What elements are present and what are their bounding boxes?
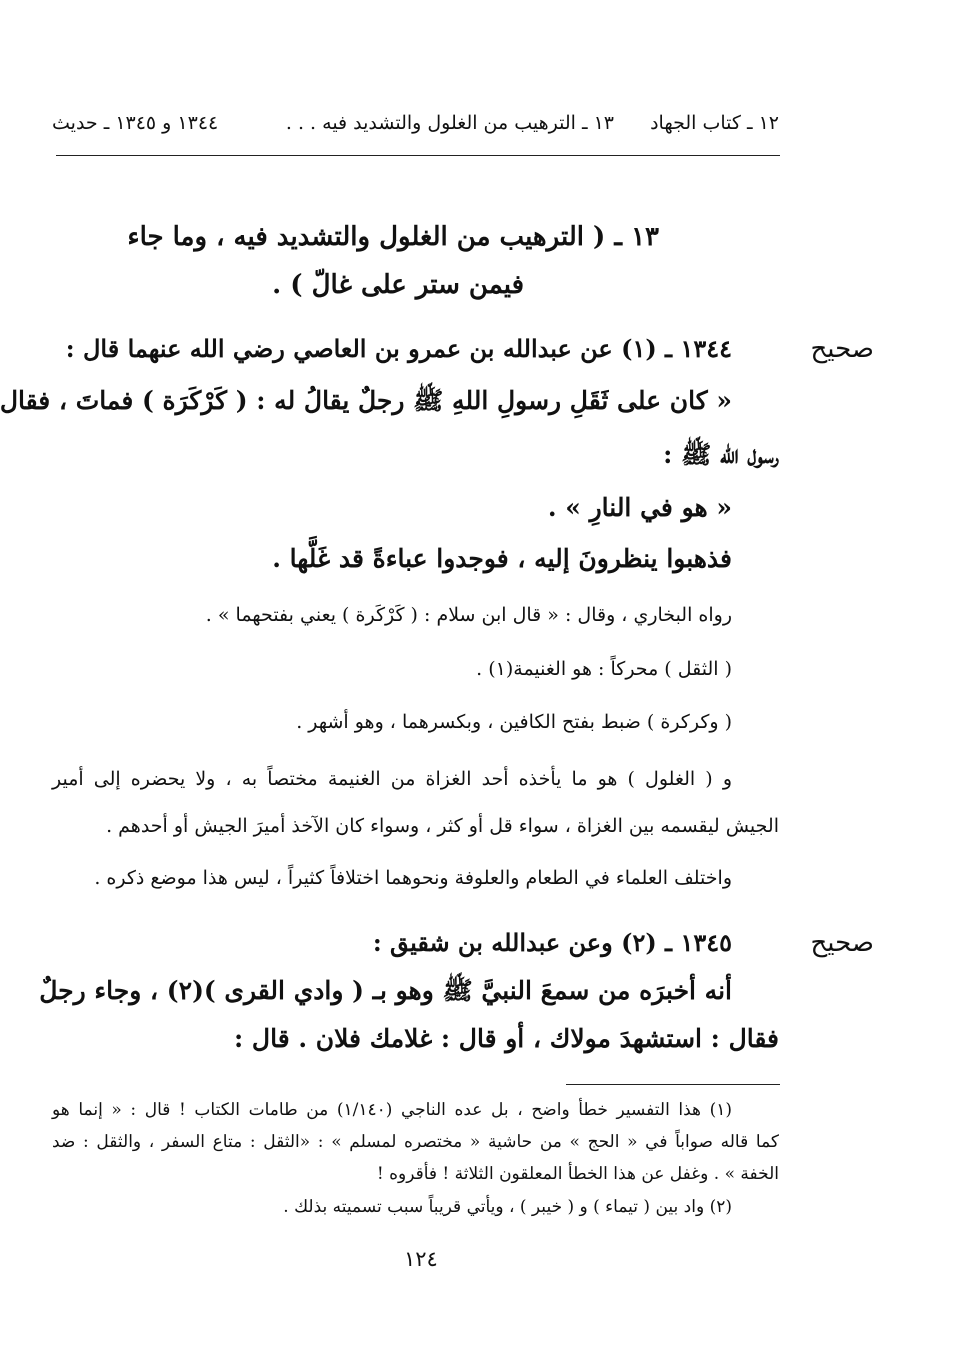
- hadith-1344-note-ghulul-line2: الجيش ليقسمه بين الغزاة ، سواء قل أو كثر ، وسواء كان الآخذ أميرَ الجيش أو أحدهم .: [106, 815, 779, 837]
- hadith-1344-grade: صحيح: [810, 334, 874, 364]
- hadith-1344-note-thaqal: ( الثقل ) محركاً : هو الغنيمة(١) .: [476, 658, 732, 680]
- footnote-1-line2: كما قاله صواباً في « الحج » من حاشية « مختصره لمسلم » : «الثقل : متاع السفر ، والثقل : ضد: [52, 1132, 779, 1152]
- hadith-1344-note-ghulul-line1: و ( الغلول ) هو ما يأخذه أحد الغزاة من الغنيمة مختصاً به ، ولا يحضره إلى أمير: [52, 768, 732, 790]
- hadith-1344-matn-line3: « هو في النارِ » .: [547, 493, 732, 522]
- hadith-1345-matn-line1: أنه أخبرَه من سمعَ النبيَّ ﷺ وهو بـ ( وادي القرى )(٢) ، وجاء رجلٌ: [39, 976, 732, 1005]
- hadith-1344-isnad: ١٣٤٤ ـ (١) عن عبدالله بن عمرو بن العاصي رضي الله عنهما قال :: [65, 334, 732, 363]
- footnote-1-line3: الخفة » . وغفل عن هذا الخطأ المعلقون الثلاثة ! فأقروه !: [376, 1164, 779, 1184]
- footnote-1-line1: (١) هذا التفسير خطأ واضح ، بل عده الناجي (١/١٤٠) من طامات الكتاب ! قال : « إنما هو: [52, 1100, 733, 1120]
- page-number: ١٢٤: [404, 1247, 438, 1271]
- header-divider: [56, 155, 780, 156]
- footnote-2: (٢) واد بين ( تيماء ) و ( خيبر ) ، ويأتي قريباً سبب تسميته بذلك .: [283, 1197, 732, 1217]
- hadith-1345-matn-line2: فقال : استشهدَ مولاك ، أو قال : غلامك فلان . قال :: [234, 1024, 779, 1053]
- hadith-1344-note-food: واختلف العلماء في الطعام والعلوفة ونحوهما اختلافاً كثيراً ، ليس هذا موضع ذكره .: [94, 867, 732, 889]
- hadith-1344-takhrij: رواه البخاري ، وقال : « قال ابن سلام : ( كَرْكَرة ) يعني بفتحهما » .: [205, 604, 732, 626]
- running-header-hadith-range: ١٣٤٤ و ١٣٤٥ ـ حديث: [52, 112, 219, 134]
- hadith-1344-note-karkara: ( وكركرة ) ضبط بفتح الكافين ، وبكسرهما ، وهو أشهر .: [296, 711, 732, 733]
- hadith-1345-grade: صحيح: [810, 928, 874, 958]
- hadith-1344-matn-line4: فذهبوا ينظرونَ إليه ، فوجدوا عباءةً قد غَلَّها .: [272, 544, 732, 573]
- hadith-1345-isnad: ١٣٤٥ ـ (٢) وعن عبدالله بن شقيق :: [372, 928, 732, 957]
- running-header-chapter: ١٣ ـ الترهيب من الغلول والتشديد فيه . . .: [285, 112, 614, 134]
- footnote-divider: [566, 1084, 780, 1085]
- hadith-1344-matn-line2: رسول الله ﷺ :: [663, 440, 779, 469]
- running-header-book: ١٢ ـ كتاب الجهاد: [650, 112, 779, 134]
- chapter-title-line1: ١٣ ـ ( الترهيب من الغلول والتشديد فيه ، وما جاء: [127, 222, 659, 252]
- chapter-title-line2: فيمن ستر على غالّ ) .: [272, 270, 524, 300]
- hadith-1344-matn-line1: « كان على ثَقَلِ رسولِ اللهِ ﷺ رجلٌ يقالُ له : ( كَرْكَرَة ) فماتَ ، فقال: [0, 386, 732, 415]
